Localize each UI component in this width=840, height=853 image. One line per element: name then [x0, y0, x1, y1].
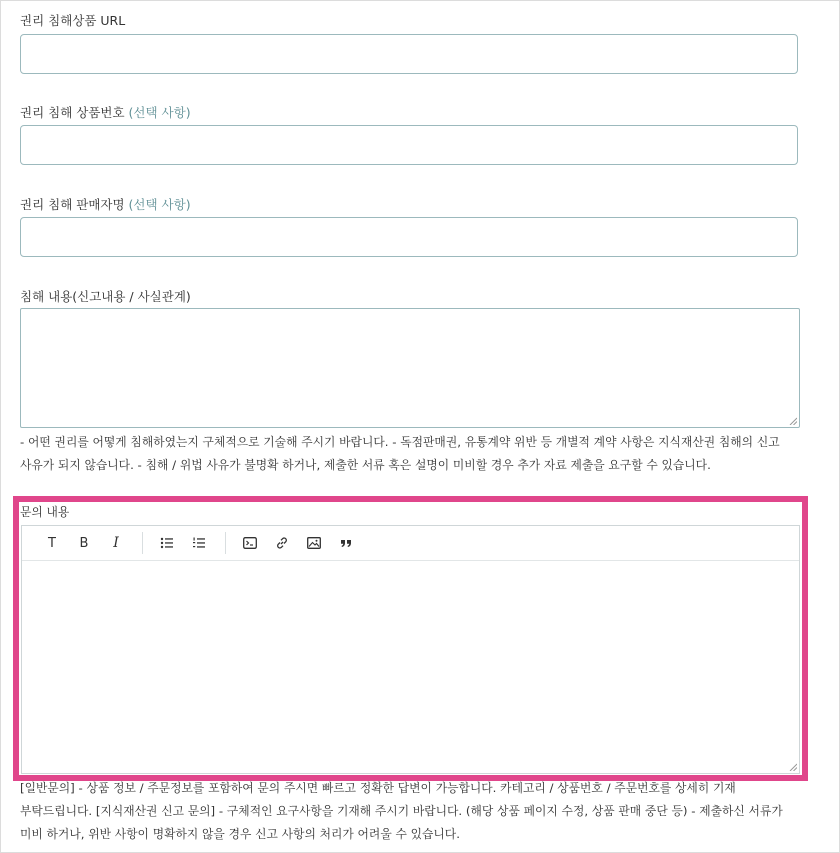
url-label-text: 권리 침해상품 URL: [20, 13, 126, 28]
url-label: [20, 11, 125, 29]
code-block-icon: [243, 537, 257, 549]
seller-optional: (선택 사항): [128, 197, 191, 212]
image-button[interactable]: [300, 531, 328, 555]
editor-content-area[interactable]: [22, 561, 799, 773]
quote-icon: [340, 538, 352, 548]
ordered-list-icon: [192, 537, 206, 549]
product-no-input[interactable]: [20, 125, 798, 165]
url-input[interactable]: [20, 34, 798, 74]
code-block-button[interactable]: [236, 531, 264, 555]
content-label: [20, 287, 191, 305]
content-help-text: - 어떤 권리를 어떻게 침해하였는지 구체적으로 기술해 주시기 바랍니다. - 독점판매권, 유통계약 위반 등 개별적 계약 사항은 지식재산권 침해의 신고 사유가 되지 않습니다. - 침해 / 위법 사유가 불명확 하거나, 제출한 서류 혹은 설명이 미비할 경우 추가 자료 제출을 요구할 수 있습니다.: [20, 435, 780, 472]
editor-toolbar: [22, 526, 799, 561]
toolbar-divider: [225, 532, 226, 554]
heading-button[interactable]: [38, 531, 66, 555]
seller-input[interactable]: [20, 217, 798, 257]
link-icon: [275, 536, 289, 550]
content-label-text: 침해 내용(신고내용 / 사실관계): [20, 289, 191, 304]
bullet-list-button[interactable]: [153, 531, 181, 555]
link-button[interactable]: [268, 531, 296, 555]
italic-icon: I: [113, 535, 119, 551]
content-textarea[interactable]: [20, 308, 800, 428]
bold-icon: B: [79, 535, 89, 551]
editor-label: 문의 내용: [20, 505, 70, 519]
seller-label: [20, 195, 191, 213]
toolbar-divider: [142, 532, 143, 554]
bold-button[interactable]: [70, 531, 98, 555]
heading-icon: T: [48, 535, 56, 551]
resize-grip-icon[interactable]: [789, 417, 797, 425]
product-no-label-text: 권리 침해 상품번호: [20, 105, 125, 120]
rich-text-editor[interactable]: [21, 525, 800, 774]
ordered-list-button[interactable]: [185, 531, 213, 555]
image-icon: [307, 537, 321, 549]
resize-grip-icon[interactable]: [789, 763, 797, 771]
italic-button[interactable]: [102, 531, 130, 555]
seller-label-text: 권리 침해 판매자명: [20, 197, 125, 212]
product-no-optional: (선택 사항): [128, 105, 191, 120]
quote-button[interactable]: [332, 531, 360, 555]
bullet-list-icon: [160, 537, 174, 549]
product-no-label: [20, 103, 191, 121]
editor-help-text: [일반문의] - 상품 정보 / 주문정보를 포함하여 문의 주시면 빠르고 정확한 답변이 가능합니다. 카테고리 / 상품번호 / 주문번호를 상세히 기재 부탁드립니다. [지식재산권 신고 문의] - 구체적인 요구사항을 기재해 주시기 바랍니다. (해당 상품 페이지 수정, 상품 판매 중단 등) - 제출하신 서류가 미비 하거나, 위반 사항이 명확하지 않을 경우 신고 사항의 처리가 어려울 수 있습니다.: [20, 781, 783, 841]
